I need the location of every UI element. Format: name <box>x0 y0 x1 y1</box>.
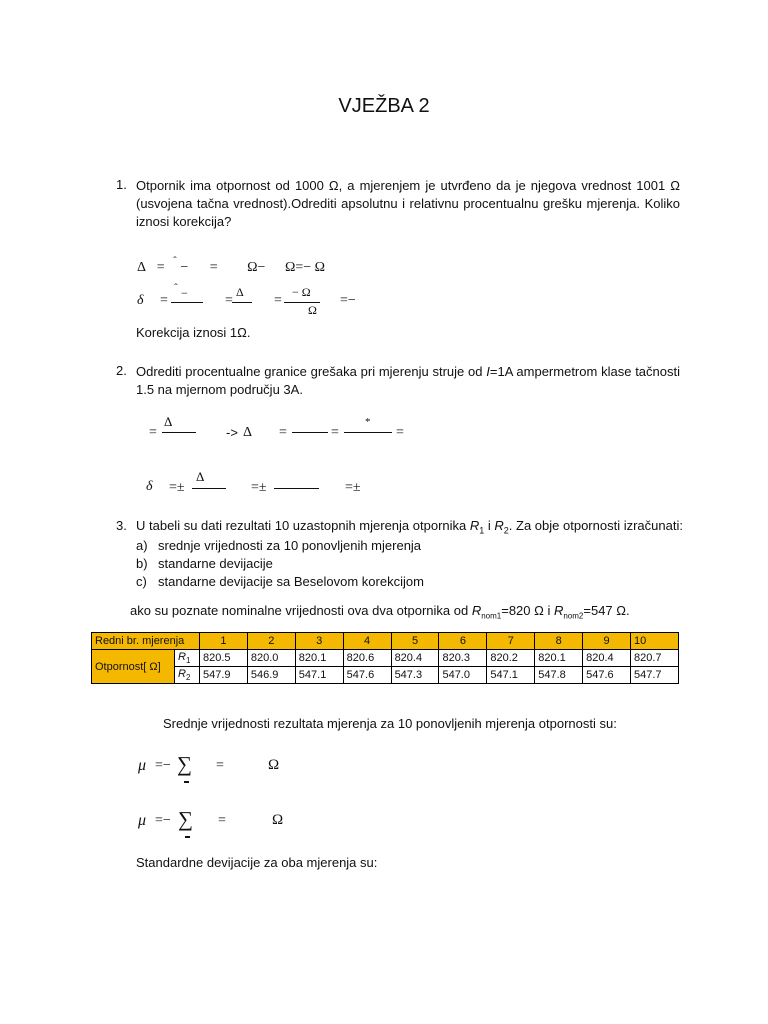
rnom2-subscript: nom2 <box>563 611 584 621</box>
ohm-unit: Ω <box>272 812 284 828</box>
table-cell: 547.3 <box>391 667 439 684</box>
resistor-symbol: R <box>178 667 186 680</box>
list-item: standarne devijacije <box>158 556 273 571</box>
hat-mark: ˆ <box>174 282 178 294</box>
problem-2-line-a <box>136 363 680 381</box>
mu-symbol: μ <box>138 757 147 774</box>
delta-rel-symbol: δ <box>137 293 144 308</box>
arrow-text: -> <box>226 425 238 440</box>
fraction-denominator: Ω <box>308 303 317 317</box>
plus-minus-term: =± <box>345 480 361 495</box>
sum-symbol: ∑ <box>177 752 192 776</box>
resistor-subscript: 2 <box>185 673 191 683</box>
equals-sign: = <box>160 293 168 308</box>
fraction-numerator: Δ <box>164 414 173 429</box>
problem-1-line-c: iznosi korekcija? <box>136 214 232 229</box>
fraction-bar <box>192 488 226 489</box>
table-header-label: Redni br. mjerenja <box>92 633 200 650</box>
fraction-numerator: − Ω <box>292 285 311 299</box>
problem-1-number: 1. <box>116 177 127 192</box>
fraction-numerator: − <box>181 286 188 300</box>
star-mark: * <box>365 416 371 428</box>
table-cell: 820.3 <box>439 650 487 667</box>
list-item-marker: b) <box>136 556 148 571</box>
problem-3-number: 3. <box>116 518 127 533</box>
std-intro: Standardne devijacije za oba mjerenja su: <box>136 855 378 870</box>
fraction-bar <box>344 432 392 433</box>
list-item-marker: c) <box>136 574 147 589</box>
rnom2-value: =547 Ω. <box>583 603 630 618</box>
hat-mark: ˆ <box>173 255 177 267</box>
table-cell: 547.6 <box>343 667 391 684</box>
table-column-header: 10 <box>631 633 679 650</box>
equals-sign: = <box>279 425 287 440</box>
table-column-header: 2 <box>247 633 295 650</box>
equals-sign: =− <box>155 758 171 773</box>
table-cell: 547.6 <box>583 667 631 684</box>
sum-symbol: ∑ <box>178 807 193 831</box>
equals-sign: = <box>396 425 404 440</box>
nominal-text-pre: ako su poznate nominalne vrijednosti ova dva otpornika od <box>130 603 472 618</box>
problem-3-text <box>136 518 683 536</box>
rnom1-value: =820 Ω i <box>501 603 554 618</box>
equals-sign: =− <box>155 813 171 828</box>
table-cell: 820.4 <box>391 650 439 667</box>
measurements-table <box>91 632 679 684</box>
delta-symbol: Δ <box>137 260 146 275</box>
resistor-name <box>175 667 200 684</box>
table-cell: 820.1 <box>295 650 343 667</box>
equals-sign: = <box>331 425 339 440</box>
table-column-header: 8 <box>535 633 583 650</box>
list-item: standarne devijacije sa Beselovom korekcijom <box>158 574 424 589</box>
equals-sign: = <box>225 293 233 308</box>
rnom1-symbol: R <box>471 603 482 618</box>
rnom1-subscript: nom1 <box>481 611 502 621</box>
equals-sign: = <box>149 425 157 440</box>
delta-symbol: Δ <box>243 425 253 440</box>
table-cell: 820.7 <box>631 650 679 667</box>
table-cell: 820.4 <box>583 650 631 667</box>
ohm-unit: Ω <box>268 757 280 773</box>
fraction-bar <box>162 432 196 433</box>
subscript-mark <box>184 781 189 783</box>
equals-sign: = <box>209 260 218 275</box>
table-column-header: 9 <box>583 633 631 650</box>
problem-2-text-post: =1A ampermetrom klase tačnosti <box>489 364 680 379</box>
fraction-bar <box>274 488 319 489</box>
table-column-header: 1 <box>200 633 248 650</box>
resistor-name <box>175 650 200 667</box>
table-column-header: 4 <box>343 633 391 650</box>
table-column-header: 7 <box>487 633 535 650</box>
equals-sign: = <box>156 260 165 275</box>
equals-sign: = <box>216 758 224 773</box>
r2-symbol: R <box>494 518 504 533</box>
table-cell: 547.1 <box>295 667 343 684</box>
conjunction: i <box>484 518 495 533</box>
fraction-bar <box>232 302 252 303</box>
table-cell: 546.9 <box>247 667 295 684</box>
problem-2-text-pre: Odrediti procentualne granice grešaka pri mjerenju struje od <box>136 364 487 379</box>
table-cell: 820.6 <box>343 650 391 667</box>
ohm-result: Ω=− Ω <box>284 260 326 275</box>
r2-subscript: 2 <box>503 525 509 536</box>
table-column-header: 5 <box>391 633 439 650</box>
list-item: srednje vrijednosti za 10 ponovljenih mjerenja <box>158 538 422 553</box>
table-cell: 820.2 <box>487 650 535 667</box>
page-title: VJEŽBA 2 <box>338 95 430 117</box>
fraction-bar <box>171 302 203 303</box>
problem-3-text-pre: U tabeli su dati rezultati 10 uzastopnih mjerenja otpornika <box>136 518 470 533</box>
nominal-values-text <box>130 603 630 621</box>
result-term: =− <box>340 293 356 308</box>
table-cell: 547.9 <box>200 667 248 684</box>
equals-sign: = <box>218 813 226 828</box>
r1-subscript: 1 <box>479 525 485 536</box>
plus-minus-term: =± <box>169 480 185 495</box>
table-cell: 820.0 <box>247 650 295 667</box>
subscript-mark <box>185 836 190 838</box>
list-item-marker: a) <box>136 538 148 553</box>
correction-text: Korekcija iznosi 1Ω. <box>136 325 251 340</box>
problem-2-line-b: 1.5 na mjernom području 3A. <box>136 382 303 397</box>
problem-2-text <box>136 363 680 399</box>
ohm-term: Ω− <box>247 260 266 275</box>
table-row <box>92 650 679 667</box>
abs-error-equation <box>137 255 326 276</box>
problem-3-text-post: . Za obje otpornosti izračunati: <box>508 518 683 533</box>
problem-1-line-a: Otpornik ima otpornost od 1000 Ω, a mjerenjem je utvrđeno da je njegova vrednost 1001 Ω <box>136 178 680 193</box>
plus-minus-term: =± <box>251 480 267 495</box>
table-row-label: Otpornost[ Ω] <box>92 650 175 684</box>
table-cell: 547.0 <box>439 667 487 684</box>
fraction-numerator: Δ <box>196 469 205 484</box>
problem-2-number: 2. <box>116 363 127 378</box>
rnom2-symbol: R <box>553 603 564 618</box>
table-row <box>92 667 679 684</box>
equals-sign: = <box>274 293 282 308</box>
table-cell: 820.1 <box>535 650 583 667</box>
resistor-symbol: R <box>178 650 186 663</box>
delta-rel-symbol: δ <box>146 479 153 494</box>
current-variable: I <box>486 364 490 379</box>
minus-sign: − <box>180 260 189 275</box>
fraction-bar <box>292 432 328 433</box>
means-intro: Srednje vrijednosti rezultata mjerenja za 10 ponovljenih mjerenja otpornosti su: <box>163 716 617 731</box>
mu-symbol: μ <box>138 812 147 829</box>
r1-symbol: R <box>469 518 480 533</box>
table-cell: 547.1 <box>487 667 535 684</box>
table-column-header: 3 <box>295 633 343 650</box>
table-cell: 547.8 <box>535 667 583 684</box>
fraction-numerator: Δ <box>236 285 244 299</box>
table-cell: 820.5 <box>200 650 248 667</box>
resistor-subscript: 1 <box>185 656 191 666</box>
table-column-header: 6 <box>439 633 487 650</box>
table-cell: 547.7 <box>631 667 679 684</box>
problem-1-line-b: (usvojena tačna vrednost).Odrediti apsolutnu i relativnu procentualnu grešku mjerenja. Koliko <box>136 196 680 211</box>
table-header-row <box>92 633 679 650</box>
problem-1-text <box>136 177 680 231</box>
